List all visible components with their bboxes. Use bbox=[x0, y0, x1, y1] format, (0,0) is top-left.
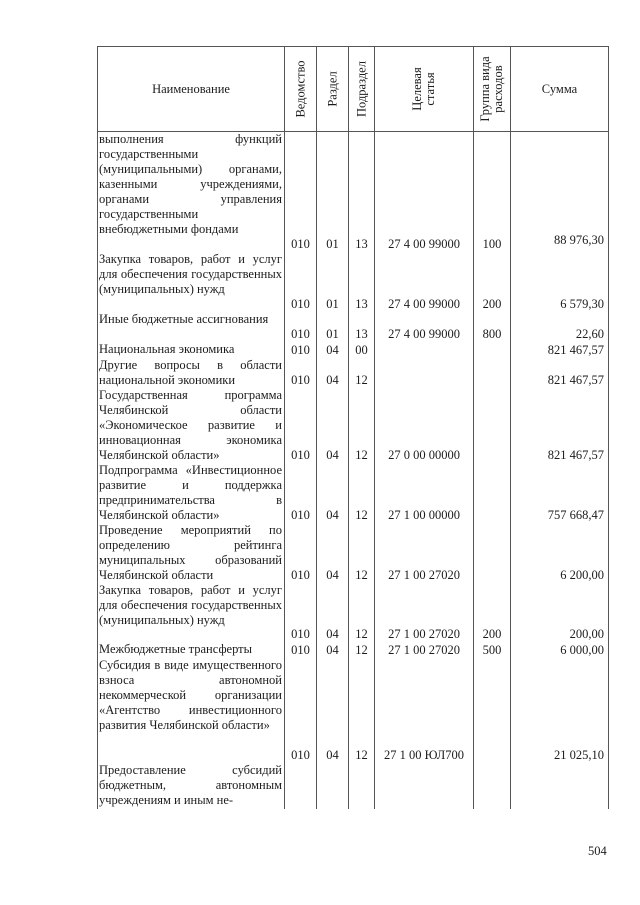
row-subsection: 13 bbox=[349, 312, 375, 342]
row-sum: 821 467,57 bbox=[511, 358, 609, 388]
table-row bbox=[98, 388, 609, 463]
table-row bbox=[98, 658, 609, 763]
row-section: 04 bbox=[317, 523, 349, 583]
row-name: Предоставление субсидий бюджетным, автономным учреждениям и иным не- bbox=[98, 763, 285, 809]
row-section: 04 bbox=[317, 642, 349, 658]
table-row bbox=[98, 358, 609, 388]
row-subsection: 12 bbox=[349, 463, 375, 523]
row-dept: 010 bbox=[285, 358, 317, 388]
row-target: 27 1 00 00000 bbox=[375, 463, 474, 523]
row-group: 800 bbox=[474, 312, 511, 342]
row-target bbox=[375, 358, 474, 388]
row-subsection: 13 bbox=[349, 252, 375, 312]
row-group bbox=[474, 523, 511, 583]
row-group bbox=[474, 342, 511, 358]
row-sum: 21 025,10 bbox=[511, 658, 609, 763]
row-name: Подпрограмма «Инвестиционное развитие и поддержка предпринимательства в Челябинской области» bbox=[98, 463, 285, 523]
row-section: 04 bbox=[317, 658, 349, 763]
row-subsection: 12 bbox=[349, 523, 375, 583]
header-sum: Сумма bbox=[511, 47, 609, 132]
row-target bbox=[375, 342, 474, 358]
row-target: 27 4 00 99000 bbox=[375, 132, 474, 253]
header-group: Группа вида расходов bbox=[474, 47, 511, 132]
row-dept: 010 bbox=[285, 642, 317, 658]
row-section: 04 bbox=[317, 388, 349, 463]
row-group: 200 bbox=[474, 583, 511, 642]
row-section: 04 bbox=[317, 342, 349, 358]
row-group bbox=[474, 658, 511, 763]
row-section: 04 bbox=[317, 358, 349, 388]
row-target: 27 1 00 27020 bbox=[375, 642, 474, 658]
row-dept: 010 bbox=[285, 342, 317, 358]
row-dept: 010 bbox=[285, 388, 317, 463]
budget-table bbox=[97, 46, 609, 809]
row-section: 04 bbox=[317, 463, 349, 523]
row-sum: 88 976,30 bbox=[511, 132, 609, 253]
header-dept: Ведомство bbox=[285, 47, 317, 132]
table-row bbox=[98, 463, 609, 523]
row-sum: 821 467,57 bbox=[511, 388, 609, 463]
row-name: Межбюджетные трансферты bbox=[98, 642, 285, 658]
table-header bbox=[98, 47, 609, 132]
row-dept bbox=[285, 763, 317, 809]
header-name: Наименование bbox=[98, 47, 285, 132]
table-row bbox=[98, 583, 609, 642]
row-target bbox=[375, 763, 474, 809]
row-sum: 757 668,47 bbox=[511, 463, 609, 523]
table-row bbox=[98, 252, 609, 312]
row-sum: 6 200,00 bbox=[511, 523, 609, 583]
row-section: 04 bbox=[317, 583, 349, 642]
row-group: 100 bbox=[474, 132, 511, 253]
page-number: 504 bbox=[588, 844, 607, 858]
row-sum: 6 000,00 bbox=[511, 642, 609, 658]
row-group bbox=[474, 358, 511, 388]
row-group: 200 bbox=[474, 252, 511, 312]
row-target: 27 4 00 99000 bbox=[375, 312, 474, 342]
row-subsection: 12 bbox=[349, 358, 375, 388]
table-row bbox=[98, 642, 609, 658]
row-target: 27 1 00 ЮЛ700 bbox=[375, 658, 474, 763]
row-dept: 010 bbox=[285, 658, 317, 763]
row-section: 01 bbox=[317, 132, 349, 253]
row-dept: 010 bbox=[285, 463, 317, 523]
row-group bbox=[474, 388, 511, 463]
row-dept: 010 bbox=[285, 132, 317, 253]
row-name: Закупка товаров, работ и услуг для обеспечения государственных (муниципальных) нужд bbox=[98, 583, 285, 642]
header-section: Раздел bbox=[317, 47, 349, 132]
row-sum bbox=[511, 763, 609, 809]
row-target: 27 4 00 99000 bbox=[375, 252, 474, 312]
row-target: 27 0 00 00000 bbox=[375, 388, 474, 463]
row-target: 27 1 00 27020 bbox=[375, 523, 474, 583]
row-group: 500 bbox=[474, 642, 511, 658]
row-name: Иные бюджетные ассигнования bbox=[98, 312, 285, 342]
row-section: 01 bbox=[317, 312, 349, 342]
row-name: Другие вопросы в области национальной экономики bbox=[98, 358, 285, 388]
row-subsection: 12 bbox=[349, 642, 375, 658]
row-sum: 22,60 bbox=[511, 312, 609, 342]
row-group bbox=[474, 463, 511, 523]
table-body bbox=[98, 132, 609, 810]
table-row bbox=[98, 132, 609, 253]
row-name: Государственная программа Челябинской области «Экономическое развитие и инновационная экономика Челябинской области» bbox=[98, 388, 285, 463]
row-name: Субсидия в виде имущественного взноса автономной некоммерческой организации «Агентство инвестиционного развития Челябинской области» bbox=[98, 658, 285, 763]
row-dept: 010 bbox=[285, 523, 317, 583]
row-group bbox=[474, 763, 511, 809]
row-subsection: 12 bbox=[349, 658, 375, 763]
table-row bbox=[98, 342, 609, 358]
row-target: 27 1 00 27020 bbox=[375, 583, 474, 642]
row-sum: 200,00 bbox=[511, 583, 609, 642]
header-target: Целевая статья bbox=[375, 47, 474, 132]
row-sum: 821 467,57 bbox=[511, 342, 609, 358]
table-row bbox=[98, 523, 609, 583]
row-name: выполнения функций государственными (муниципальными) органами, казенными учреждениями, органами управления государственными внебюджетными фондами bbox=[98, 132, 285, 253]
row-name: Закупка товаров, работ и услуг для обеспечения государственных (муниципальных) нужд bbox=[98, 252, 285, 312]
header-subsection: Подраздел bbox=[349, 47, 375, 132]
row-dept: 010 bbox=[285, 252, 317, 312]
row-subsection: 13 bbox=[349, 132, 375, 253]
table-row bbox=[98, 763, 609, 809]
table-row bbox=[98, 312, 609, 342]
row-subsection: 00 bbox=[349, 342, 375, 358]
row-subsection bbox=[349, 763, 375, 809]
row-dept: 010 bbox=[285, 583, 317, 642]
row-sum: 6 579,30 bbox=[511, 252, 609, 312]
row-dept: 010 bbox=[285, 312, 317, 342]
row-subsection: 12 bbox=[349, 583, 375, 642]
row-name: Проведение мероприятий по определению рейтинга муниципальных образований Челябинской области bbox=[98, 523, 285, 583]
row-subsection: 12 bbox=[349, 388, 375, 463]
row-name: Национальная экономика bbox=[98, 342, 285, 358]
row-section bbox=[317, 763, 349, 809]
row-section: 01 bbox=[317, 252, 349, 312]
